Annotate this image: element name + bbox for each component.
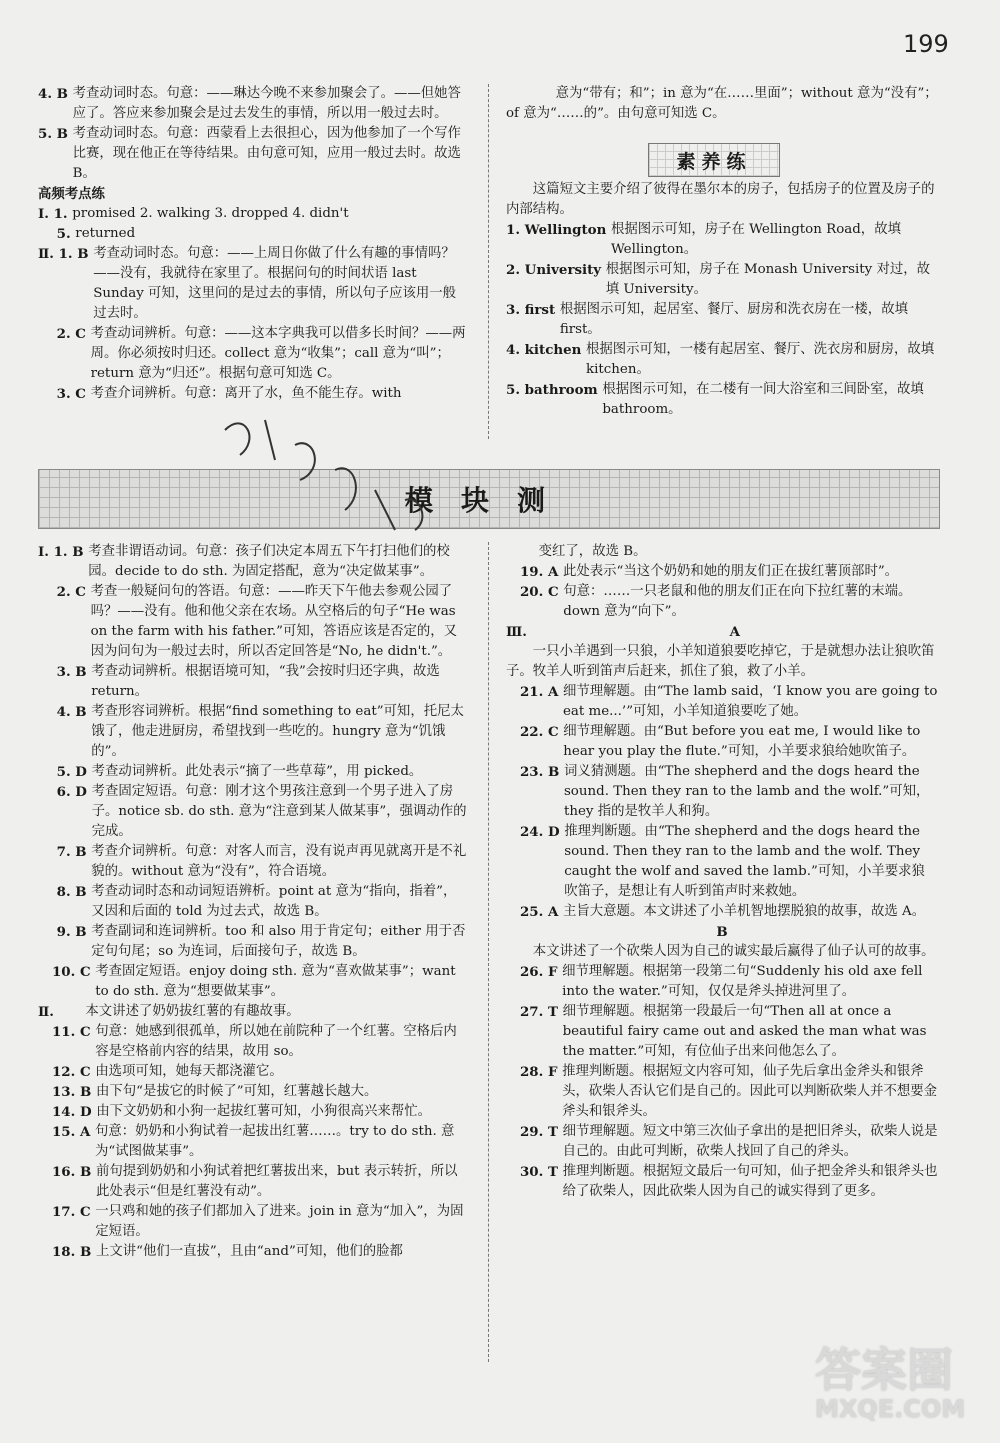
answer-text: 考查动词时态。句意：——上周日你做了什么有趣的事情吗？——没有，我就待在家里了。根据问句的时间状语 last Sunday 可知，这里问的是过去的事情，所以句子应该用一般过去时。 <box>93 246 457 321</box>
bottom-left-column <box>38 542 468 1262</box>
answer-item <box>506 762 938 822</box>
answer-text: 细节理解题。由“The lamb said，‘I know you are going to eat me...’”可知，小羊知道狼要吃了她。 <box>563 684 938 719</box>
watermark-logo: 答案圈 <box>815 1343 953 1397</box>
answer-label: 8. B <box>38 884 92 900</box>
watermark-url: MXQE.COM <box>815 1395 966 1423</box>
answer-label: 11. C <box>38 1024 96 1040</box>
answer-text: 考查一般疑问句的答语。句意：——昨天下午他去参观公园了吗？——没有。他和他父亲在农场。从空格后的句子“He was on the farm with his father.”可知，答语应该是否定的，又因为问句为一般过去时，所以否定回答是“No, he didn't.”。 <box>90 584 458 659</box>
answer-text: 词义猜测题。由“The shepherd and the dogs heard the sound. Then they ran to the lamb and the wolf.”可知，they 指的是牧羊人和狗。 <box>563 764 930 819</box>
answer-label: 30. T <box>506 1164 563 1180</box>
answer-label: 25. A <box>506 904 563 920</box>
answer-label: 17. C <box>38 1204 96 1220</box>
answer-label: 18. B <box>38 1244 96 1260</box>
answer-item <box>506 1122 938 1162</box>
answer-item <box>38 84 468 124</box>
answer-text: 考查动词辨析。句意：——这本字典我可以借多长时间？——两周。你必须按时归还。collect 意为“收集”；call 意为“叫”；return 意为“归还”。根据句意可知选 C。 <box>90 326 466 381</box>
answer-item <box>506 260 938 300</box>
answer-text: 推理判断题。由“The shepherd and the dogs heard the sound. Then they ran to the lamb and the wolf. They caught the wolf and saved the lamb.”可知，小羊要求狼吹笛子，是想让有人听到笛声时来救她。 <box>564 824 925 899</box>
answer-text: 上文讲“他们一直拔”，且由“and”可知，他们的脸都 <box>95 1244 403 1259</box>
answer-item <box>506 220 938 260</box>
answer-item <box>38 384 468 404</box>
answer-item <box>38 842 468 882</box>
answer-label: 2. University <box>506 262 606 278</box>
answer-text: 考查固定短语。enjoy doing sth. 意为“喜欢做某事”；want to do sth. 意为“想要做某事”。 <box>95 964 456 999</box>
answer-label: Ⅰ. 1. <box>38 206 73 222</box>
answer-label: 2. C <box>38 584 91 600</box>
answer-item <box>506 380 938 420</box>
answer-text: 根据图示可知，在二楼有一间大浴室和三间卧室，故填 bathroom。 <box>602 382 924 417</box>
answer-text: 考查介词辨析。句意：离开了水，鱼不能生存。with <box>90 386 402 401</box>
column-divider-bottom <box>488 542 489 1362</box>
answer-label: 1. Wellington <box>506 222 611 238</box>
answer-item <box>38 204 468 224</box>
answer-item <box>506 682 938 722</box>
answer-text: 细节理解题。根据第一段第二句“Suddenly his old axe fell into the water.”可知，仅仅是斧头掉进河里了。 <box>562 964 923 999</box>
answer-label: 19. A <box>506 564 563 580</box>
answer-label: 2. C <box>38 326 91 342</box>
passage-letter: A <box>729 624 741 640</box>
answer-item <box>506 582 938 622</box>
answer-text: 考查形容词辨析。根据“find something to eat”可知，托尼太饿了，他走进厨房，希望找到一些吃的。hungry 意为“饥饿的”。 <box>91 704 464 759</box>
answer-label: 3. first <box>506 302 560 318</box>
answer-label: 4. kitchen <box>506 342 586 358</box>
answer-text: 根据图示可知，房子在 Wellington Road，故填 Wellington。 <box>610 222 901 257</box>
answer-text: 句意：她感到很孤单，所以她在前院种了一个红薯。空格后内容是空格前内容的结果，故用 so。 <box>95 1024 457 1059</box>
answer-label <box>506 542 539 562</box>
answer-item <box>38 324 468 384</box>
answer-label: Ⅰ. 1. B <box>38 544 89 560</box>
answer-text: returned <box>75 226 136 241</box>
answer-text: 由下文奶奶和小狗一起拔红薯可知，小狗很高兴来帮忙。 <box>96 1104 431 1119</box>
answer-text: 推理判断题。根据短文最后一句可知，仙子把金斧头和银斧头也给了砍柴人，因此砍柴人因为自己的诚实得到了更多。 <box>562 1164 938 1199</box>
answer-item <box>506 300 938 340</box>
answer-item <box>38 124 468 184</box>
answer-label: 3. C <box>38 386 91 402</box>
answer-text: 考查动词时态。句意：西蒙看上去很担心，因为他参加了一个写作比赛，现在他正在等待结果。由句意可知，应用一般过去时。故选 B。 <box>72 126 461 181</box>
answer-item <box>38 662 468 702</box>
answer-text: 前句提到奶奶和小狗试着把红薯拔出来，but 表示转折，所以此处表示“但是红薯没有动”。 <box>95 1164 458 1199</box>
passage-heading <box>506 922 938 942</box>
answer-label: 9. B <box>38 924 92 940</box>
watermark <box>815 1345 990 1435</box>
top-right-column <box>506 84 938 420</box>
answer-item <box>38 762 468 782</box>
answer-text: 考查固定短语。句意：刚才这个男孩注意到一个男子进入了房子。notice sb. do sth. 意为“注意到某人做某事”，强调动作的完成。 <box>91 784 467 839</box>
answer-item <box>38 882 468 922</box>
answer-label: 3. B <box>38 664 92 680</box>
answer-text: 推理判断题。根据短文内容可知，仙子先后拿出金斧头和银斧头，砍柴人否认它们是自己的。因此可以判断砍柴人并不想要金斧头和银斧头。 <box>562 1064 938 1119</box>
answer-text: 此处表示“当这个奶奶和她的朋友们正在拔红薯顶部时”。 <box>563 564 899 579</box>
answer-text: 细节理解题。根据第一段最后一句“Then all at once a beautiful fairy came out and asked the man what was the matter.”可知，有位仙子出来问他怎么了。 <box>562 1004 927 1059</box>
answer-label: 28. F <box>506 1064 563 1080</box>
answer-item <box>38 1062 468 1082</box>
answer-label: 12. C <box>38 1064 96 1080</box>
answer-item <box>506 962 938 1002</box>
answer-item <box>38 1122 468 1162</box>
answer-text: 主旨大意题。本文讲述了小羊机智地摆脱狼的故事，故选 A。 <box>563 904 926 919</box>
answer-item <box>38 244 468 324</box>
answer-label: 15. A <box>38 1124 95 1140</box>
answer-label: 27. T <box>506 1004 563 1020</box>
answer-text: 本文讲述了奶奶拔红薯的有趣故事。 <box>85 1004 300 1019</box>
answer-item <box>506 1162 938 1202</box>
answer-label: 26. F <box>506 964 563 980</box>
answer-item <box>506 942 938 962</box>
answer-text: 考查动词辨析。根据语境可知，“我”会按时归还字典，故选 return。 <box>91 664 440 699</box>
answer-text: 考查副词和连词辨析。too 和 also 用于肯定句；either 用于否定句句尾；so 为连词，后面接句子，故选 B。 <box>91 924 466 959</box>
answer-text: 句意：奶奶和小狗试着一起拔出红薯……。try to do sth. 意为“试图做某事”。 <box>95 1124 455 1159</box>
answer-label: 5. <box>38 226 76 242</box>
answer-label: 23. B <box>506 764 564 780</box>
answer-text: promised 2. walking 3. dropped 4. didn't <box>72 206 349 221</box>
answer-item <box>506 902 938 922</box>
answer-item <box>38 224 468 244</box>
answer-text: 细节理解题。由“But before you eat me, I would like to hear you play the flute.”可知，小羊要求狼给她吹笛子。 <box>563 724 921 759</box>
answer-label: 16. B <box>38 1164 96 1180</box>
top-left-column <box>38 84 468 404</box>
answer-text: 根据图示可知，房子在 Monash University 对过，故填 University。 <box>605 262 931 297</box>
answer-item <box>38 582 468 662</box>
answer-text: 根据图示可知，起居室、餐厅、厨房和洗衣房在一楼，故填 first。 <box>559 302 908 337</box>
answer-text: 根据图示可知，一楼有起居室、餐厅、洗衣房和厨房，故填 kitchen。 <box>586 342 935 377</box>
answer-item <box>506 1002 938 1062</box>
continuation-text: 意为“带有；和”；in 意为“在……里面”；without 意为“没有”；of 意为“……的”。由句意可知选 C。 <box>506 86 938 121</box>
answer-item <box>38 702 468 762</box>
answer-item <box>38 1082 468 1102</box>
answer-item <box>506 340 938 380</box>
answer-label: 10. C <box>38 964 96 980</box>
answer-text: 考查动词辨析。此处表示“摘了一些草莓”，用 picked。 <box>91 764 423 779</box>
answer-text: 由下句“是拔它的时候了”可知，红薯越长越大。 <box>95 1084 378 1099</box>
answer-text: 一只小羊遇到一只狼，小羊知道狼要吃掉它，于是就想办法让狼吹笛子。牧羊人听到笛声后赶来，抓住了狼，救了小羊。 <box>506 644 935 679</box>
answer-label: 29. T <box>506 1124 563 1140</box>
answer-label: 5. B <box>38 126 73 142</box>
answer-label: 20. C <box>506 584 564 600</box>
answer-text: 一只鸡和她的孩子们都加入了进来。join in 意为“加入”，为固定短语。 <box>95 1204 464 1239</box>
answer-label: 7. B <box>38 844 92 860</box>
bottom-right-column <box>506 542 938 1202</box>
answer-text: 变红了，故选 B。 <box>538 544 647 559</box>
answer-text: 由选项可知，她每天都浇灌它。 <box>95 1064 283 1079</box>
answer-text: 本文讲述了一个砍柴人因为自己的诚实最后赢得了仙子认可的故事。 <box>532 944 935 959</box>
answer-label: 5. bathroom <box>506 382 603 398</box>
answer-label: Ⅱ. <box>38 1004 59 1020</box>
answer-label: 22. C <box>506 724 564 740</box>
answer-item <box>38 542 468 582</box>
column-divider-top <box>488 84 489 439</box>
answer-item <box>38 1242 468 1262</box>
answer-label: 13. B <box>38 1084 96 1100</box>
answer-text: 考查动词时态。句意：——琳达今晚不来参加聚会了。——但她答应了。答应来参加聚会是过去发生的事情，所以用一般过去时。 <box>72 86 461 121</box>
answer-item <box>38 922 468 962</box>
subsection-heading: 高频考点练 <box>38 186 105 202</box>
answer-text: 考查动词时态和动词短语辨析。point at 意为“指向，指着”，又因和后面的 told 为过去式，故选 B。 <box>91 884 457 919</box>
answer-item <box>38 1102 468 1122</box>
section-title-suyang: 素养练 <box>648 143 780 177</box>
answer-item <box>38 1002 468 1022</box>
answer-label: 24. D <box>506 824 565 840</box>
answer-label: 6. D <box>38 784 92 800</box>
page-number: 199 <box>903 30 949 58</box>
answer-item <box>506 542 938 562</box>
answer-item <box>38 1202 468 1242</box>
answer-label: 4. B <box>38 704 92 720</box>
intro-text: 这篇短文主要介绍了彼得在墨尔本的房子，包括房子的位置及房子的内部结构。 <box>506 182 935 217</box>
answer-item <box>38 962 468 1002</box>
answer-item <box>38 782 468 842</box>
answer-item <box>506 722 938 762</box>
answer-text: 细节理解题。短文中第三次仙子拿出的是把旧斧头，砍柴人说是自己的。由此可判断，砍柴人找回了自己的斧头。 <box>562 1124 938 1159</box>
answer-item <box>506 1062 938 1122</box>
answer-text: 句意：……一只老鼠和他的朋友们正在向下拉红薯的末端。down 意为“向下”。 <box>563 584 912 619</box>
answer-label: Ⅱ. 1. B <box>38 246 94 262</box>
answer-label: 4. B <box>38 86 73 102</box>
answer-item <box>506 642 938 682</box>
answer-item <box>38 1022 468 1062</box>
answer-text: 考查介词辨析。句意：对客人而言，没有说声再见就离开是不礼貌的。without 意为“没有”，符合语境。 <box>91 844 467 879</box>
answer-label: 5. D <box>38 764 92 780</box>
section-label: Ⅲ. <box>506 624 532 640</box>
answer-text: 考查非谓语动词。句意：孩子们决定本周五下午打扫他们的校园。decide to do sth. 为固定搭配，意为“决定做某事”。 <box>88 544 450 579</box>
answer-item <box>506 822 938 902</box>
answer-item <box>38 1162 468 1202</box>
answer-label: 14. D <box>38 1104 97 1120</box>
passage-letter: B <box>716 924 728 940</box>
banner-title: 模块测 <box>404 484 573 517</box>
module-test-banner <box>38 469 940 529</box>
passage-heading <box>506 622 938 642</box>
answer-item <box>506 562 938 582</box>
answer-label: 21. A <box>506 684 563 700</box>
